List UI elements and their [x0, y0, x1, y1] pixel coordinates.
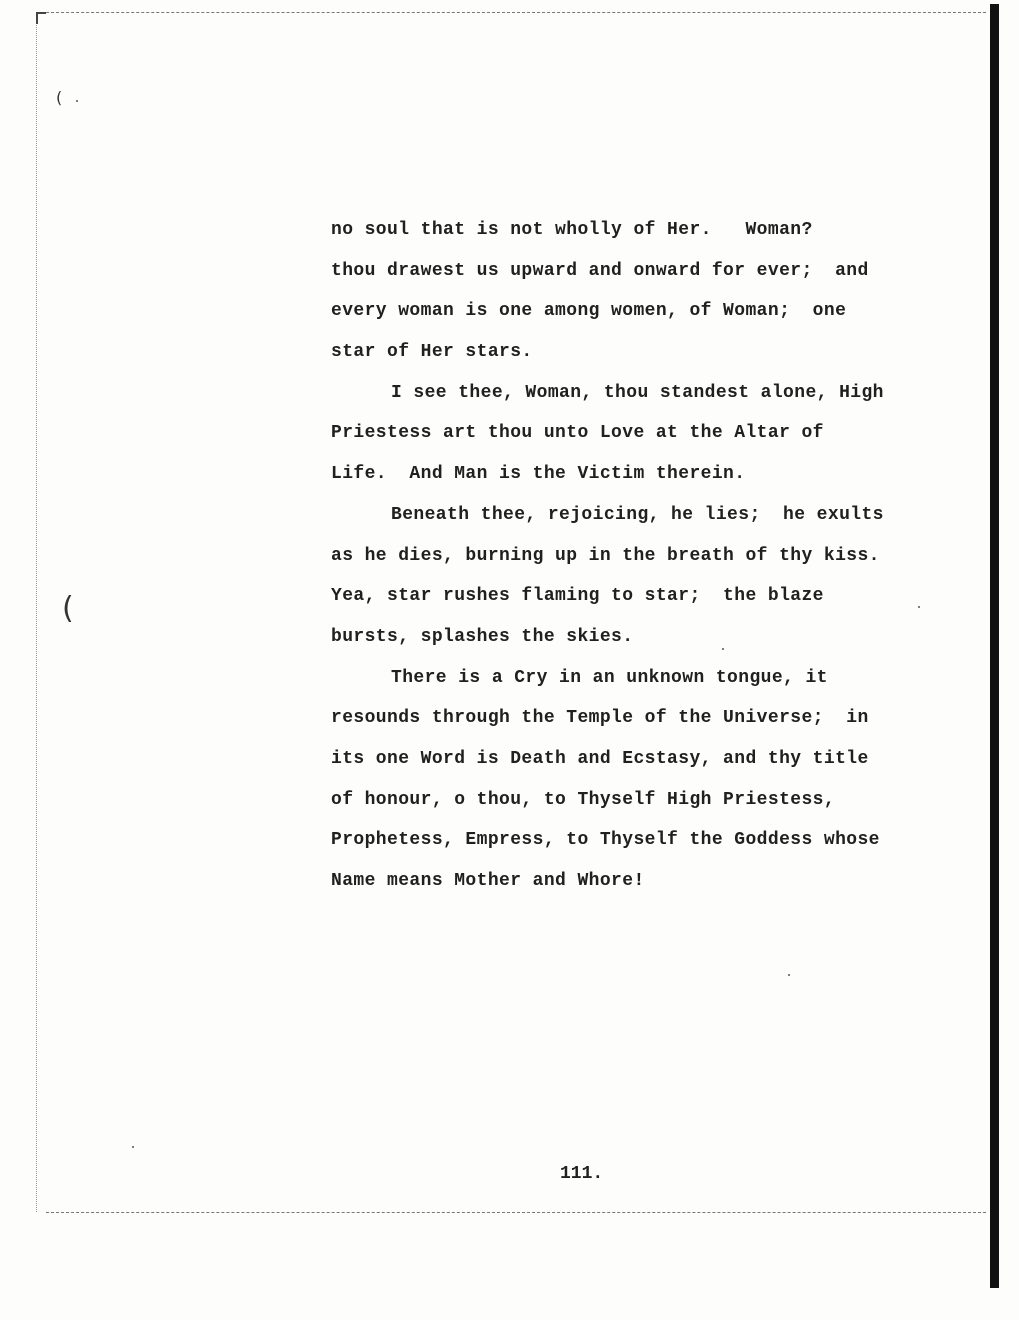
- text-line: I see thee, Woman, thou standest alone, High: [391, 382, 884, 403]
- text-line: Life. And Man is the Victim therein.: [331, 464, 746, 485]
- text-line: resounds through the Temple of the Universe; in: [331, 708, 869, 729]
- text-line: no soul that is not wholly of Her. Woman?: [331, 220, 813, 240]
- scan-speck: [132, 1146, 134, 1148]
- text-line: Priestess art thou unto Love at the Altar of: [331, 423, 824, 444]
- text-line: thou drawest us upward and onward for ever; and: [331, 260, 869, 281]
- text-line: star of Her stars.: [331, 342, 533, 363]
- page-edge-top: [36, 12, 986, 13]
- page-edge-right-shadow: [990, 4, 999, 1288]
- text-line: every woman is one among women, of Woman; one: [331, 301, 847, 322]
- page-edge-left: [36, 12, 37, 1212]
- text-line: Yea, star rushes flaming to star; the blaze: [331, 586, 824, 607]
- margin-bracket-mark: (: [62, 591, 74, 626]
- body-text: [331, 210, 931, 902]
- page-edge-bottom: [46, 1212, 986, 1213]
- corner-mark: [36, 12, 46, 24]
- margin-bracket-mark: (: [56, 88, 63, 107]
- text-line: There is a Cry in an unknown tongue, it: [391, 667, 828, 688]
- text-line: Beneath thee, rejoicing, he lies; he exults: [391, 504, 884, 525]
- text-line: as he dies, burning up in the breath of thy kiss.: [331, 545, 880, 566]
- text-line: Prophetess, Empress, to Thyself the Goddess whose: [331, 830, 880, 851]
- text-line: of honour, o thou, to Thyself High Priestess,: [331, 789, 836, 810]
- page-number: 111.: [560, 1164, 604, 1184]
- text-line: its one Word is Death and Ecstasy, and thy title: [331, 748, 869, 769]
- text-line: bursts, splashes the skies.: [331, 626, 634, 647]
- text-line: Name means Mother and Whore!: [331, 871, 645, 891]
- scan-speck: [76, 100, 78, 102]
- scan-speck: [788, 974, 790, 976]
